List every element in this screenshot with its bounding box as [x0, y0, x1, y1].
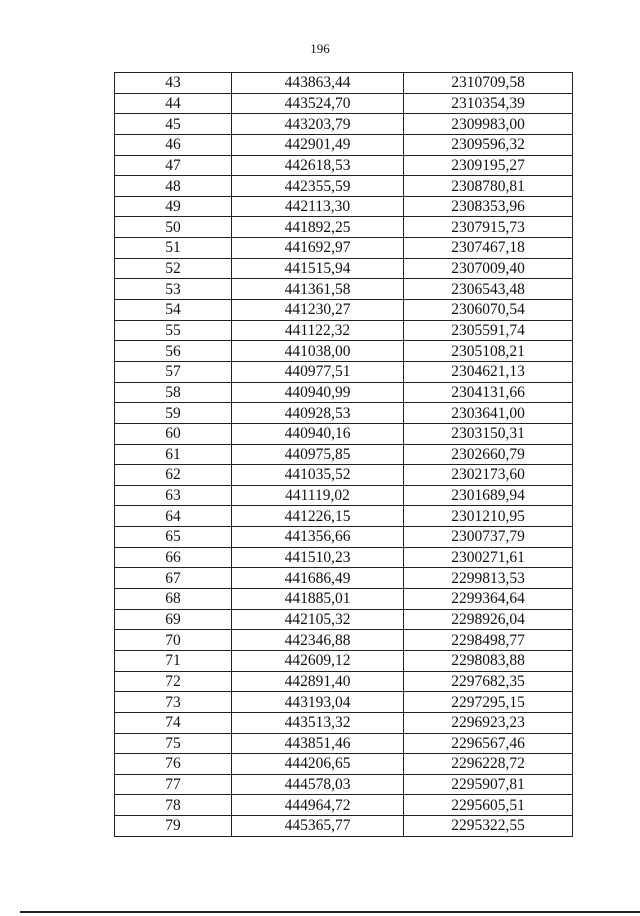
x-coordinate-cell: 442618,53 — [232, 155, 404, 176]
x-coordinate-cell: 442346,88 — [232, 630, 404, 651]
x-coordinate-cell: 442113,30 — [232, 196, 404, 217]
table-row — [115, 382, 573, 403]
table-row — [115, 217, 573, 238]
table-row — [115, 506, 573, 527]
y-coordinate-cell: 2305591,74 — [404, 320, 573, 341]
x-coordinate-cell: 444578,03 — [232, 774, 404, 795]
x-coordinate-cell: 441226,15 — [232, 506, 404, 527]
point-number-cell: 65 — [115, 527, 232, 548]
point-number-cell: 64 — [115, 506, 232, 527]
x-coordinate-cell: 441686,49 — [232, 568, 404, 589]
table-row — [115, 692, 573, 713]
table-row — [115, 93, 573, 114]
point-number-cell: 51 — [115, 238, 232, 259]
x-coordinate-cell: 441361,58 — [232, 279, 404, 300]
y-coordinate-cell: 2307009,40 — [404, 258, 573, 279]
table-row — [115, 279, 573, 300]
x-coordinate-cell: 440975,85 — [232, 444, 404, 465]
table-row — [115, 465, 573, 486]
x-coordinate-cell: 442105,32 — [232, 609, 404, 630]
x-coordinate-cell: 443524,70 — [232, 93, 404, 114]
y-coordinate-cell: 2297295,15 — [404, 692, 573, 713]
x-coordinate-cell: 441692,97 — [232, 238, 404, 259]
point-number-cell: 77 — [115, 774, 232, 795]
point-number-cell: 78 — [115, 795, 232, 816]
point-number-cell: 58 — [115, 382, 232, 403]
y-coordinate-cell: 2298498,77 — [404, 630, 573, 651]
point-number-cell: 43 — [115, 73, 232, 94]
y-coordinate-cell: 2298083,88 — [404, 650, 573, 671]
table-row — [115, 671, 573, 692]
y-coordinate-cell: 2296923,23 — [404, 712, 573, 733]
table-row — [115, 258, 573, 279]
x-coordinate-cell: 442901,49 — [232, 134, 404, 155]
x-coordinate-cell: 444206,65 — [232, 754, 404, 775]
coordinates-table — [114, 72, 573, 837]
x-coordinate-cell: 441356,66 — [232, 527, 404, 548]
x-coordinate-cell: 441119,02 — [232, 485, 404, 506]
y-coordinate-cell: 2299813,53 — [404, 568, 573, 589]
x-coordinate-cell: 441122,32 — [232, 320, 404, 341]
x-coordinate-cell: 443863,44 — [232, 73, 404, 94]
x-coordinate-cell: 442891,40 — [232, 671, 404, 692]
point-number-cell: 53 — [115, 279, 232, 300]
point-number-cell: 71 — [115, 650, 232, 671]
point-number-cell: 56 — [115, 341, 232, 362]
point-number-cell: 79 — [115, 816, 232, 837]
table-row — [115, 320, 573, 341]
table-row — [115, 196, 573, 217]
point-number-cell: 55 — [115, 320, 232, 341]
table-row — [115, 176, 573, 197]
y-coordinate-cell: 2306070,54 — [404, 300, 573, 321]
table-row — [115, 444, 573, 465]
y-coordinate-cell: 2302173,60 — [404, 465, 573, 486]
x-coordinate-cell: 442609,12 — [232, 650, 404, 671]
table-row — [115, 630, 573, 651]
x-coordinate-cell: 443193,04 — [232, 692, 404, 713]
point-number-cell: 63 — [115, 485, 232, 506]
x-coordinate-cell: 440977,51 — [232, 361, 404, 382]
y-coordinate-cell: 2309195,27 — [404, 155, 573, 176]
table-row — [115, 155, 573, 176]
y-coordinate-cell: 2295907,81 — [404, 774, 573, 795]
y-coordinate-cell: 2295605,51 — [404, 795, 573, 816]
table-row — [115, 114, 573, 135]
x-coordinate-cell: 444964,72 — [232, 795, 404, 816]
table-row — [115, 300, 573, 321]
y-coordinate-cell: 2303150,31 — [404, 423, 573, 444]
y-coordinate-cell: 2308780,81 — [404, 176, 573, 197]
y-coordinate-cell: 2309596,32 — [404, 134, 573, 155]
point-number-cell: 73 — [115, 692, 232, 713]
point-number-cell: 47 — [115, 155, 232, 176]
point-number-cell: 72 — [115, 671, 232, 692]
table-row — [115, 754, 573, 775]
y-coordinate-cell: 2296567,46 — [404, 733, 573, 754]
y-coordinate-cell: 2296228,72 — [404, 754, 573, 775]
x-coordinate-cell: 443203,79 — [232, 114, 404, 135]
point-number-cell: 68 — [115, 589, 232, 610]
table-row — [115, 547, 573, 568]
point-number-cell: 46 — [115, 134, 232, 155]
point-number-cell: 54 — [115, 300, 232, 321]
y-coordinate-cell: 2310709,58 — [404, 73, 573, 94]
y-coordinate-cell: 2301689,94 — [404, 485, 573, 506]
y-coordinate-cell: 2299364,64 — [404, 589, 573, 610]
point-number-cell: 59 — [115, 403, 232, 424]
point-number-cell: 48 — [115, 176, 232, 197]
point-number-cell: 67 — [115, 568, 232, 589]
point-number-cell: 74 — [115, 712, 232, 733]
point-number-cell: 44 — [115, 93, 232, 114]
y-coordinate-cell: 2305108,21 — [404, 341, 573, 362]
x-coordinate-cell: 441892,25 — [232, 217, 404, 238]
x-coordinate-cell: 442355,59 — [232, 176, 404, 197]
table-row — [115, 774, 573, 795]
point-number-cell: 66 — [115, 547, 232, 568]
point-number-cell: 45 — [115, 114, 232, 135]
y-coordinate-cell: 2306543,48 — [404, 279, 573, 300]
y-coordinate-cell: 2304131,66 — [404, 382, 573, 403]
y-coordinate-cell: 2301210,95 — [404, 506, 573, 527]
y-coordinate-cell: 2302660,79 — [404, 444, 573, 465]
table-row — [115, 816, 573, 837]
bottom-rule — [20, 911, 640, 913]
table-row — [115, 341, 573, 362]
table-row — [115, 73, 573, 94]
point-number-cell: 62 — [115, 465, 232, 486]
y-coordinate-cell: 2300271,61 — [404, 547, 573, 568]
x-coordinate-cell: 445365,77 — [232, 816, 404, 837]
table-row — [115, 238, 573, 259]
table-row — [115, 134, 573, 155]
table-row — [115, 795, 573, 816]
point-number-cell: 70 — [115, 630, 232, 651]
point-number-cell: 69 — [115, 609, 232, 630]
x-coordinate-cell: 441038,00 — [232, 341, 404, 362]
point-number-cell: 76 — [115, 754, 232, 775]
table-row — [115, 403, 573, 424]
coordinates-table-body — [115, 73, 573, 837]
y-coordinate-cell: 2295322,55 — [404, 816, 573, 837]
y-coordinate-cell: 2308353,96 — [404, 196, 573, 217]
point-number-cell: 49 — [115, 196, 232, 217]
point-number-cell: 75 — [115, 733, 232, 754]
point-number-cell: 60 — [115, 423, 232, 444]
x-coordinate-cell: 440928,53 — [232, 403, 404, 424]
table-row — [115, 609, 573, 630]
page-number: 196 — [310, 41, 330, 56]
y-coordinate-cell: 2310354,39 — [404, 93, 573, 114]
point-number-cell: 61 — [115, 444, 232, 465]
table-row — [115, 485, 573, 506]
y-coordinate-cell: 2297682,35 — [404, 671, 573, 692]
y-coordinate-cell: 2303641,00 — [404, 403, 573, 424]
point-number-cell: 57 — [115, 361, 232, 382]
table-row — [115, 589, 573, 610]
y-coordinate-cell: 2304621,13 — [404, 361, 573, 382]
table-row — [115, 568, 573, 589]
y-coordinate-cell: 2300737,79 — [404, 527, 573, 548]
x-coordinate-cell: 441510,23 — [232, 547, 404, 568]
x-coordinate-cell: 443513,32 — [232, 712, 404, 733]
y-coordinate-cell: 2307467,18 — [404, 238, 573, 259]
x-coordinate-cell: 441515,94 — [232, 258, 404, 279]
x-coordinate-cell: 443851,46 — [232, 733, 404, 754]
table-row — [115, 361, 573, 382]
y-coordinate-cell: 2298926,04 — [404, 609, 573, 630]
point-number-cell: 50 — [115, 217, 232, 238]
x-coordinate-cell: 441230,27 — [232, 300, 404, 321]
x-coordinate-cell: 441035,52 — [232, 465, 404, 486]
table-row — [115, 423, 573, 444]
table-row — [115, 712, 573, 733]
y-coordinate-cell: 2307915,73 — [404, 217, 573, 238]
x-coordinate-cell: 440940,16 — [232, 423, 404, 444]
table-row — [115, 527, 573, 548]
y-coordinate-cell: 2309983,00 — [404, 114, 573, 135]
x-coordinate-cell: 441885,01 — [232, 589, 404, 610]
point-number-cell: 52 — [115, 258, 232, 279]
table-row — [115, 733, 573, 754]
table-row — [115, 650, 573, 671]
x-coordinate-cell: 440940,99 — [232, 382, 404, 403]
